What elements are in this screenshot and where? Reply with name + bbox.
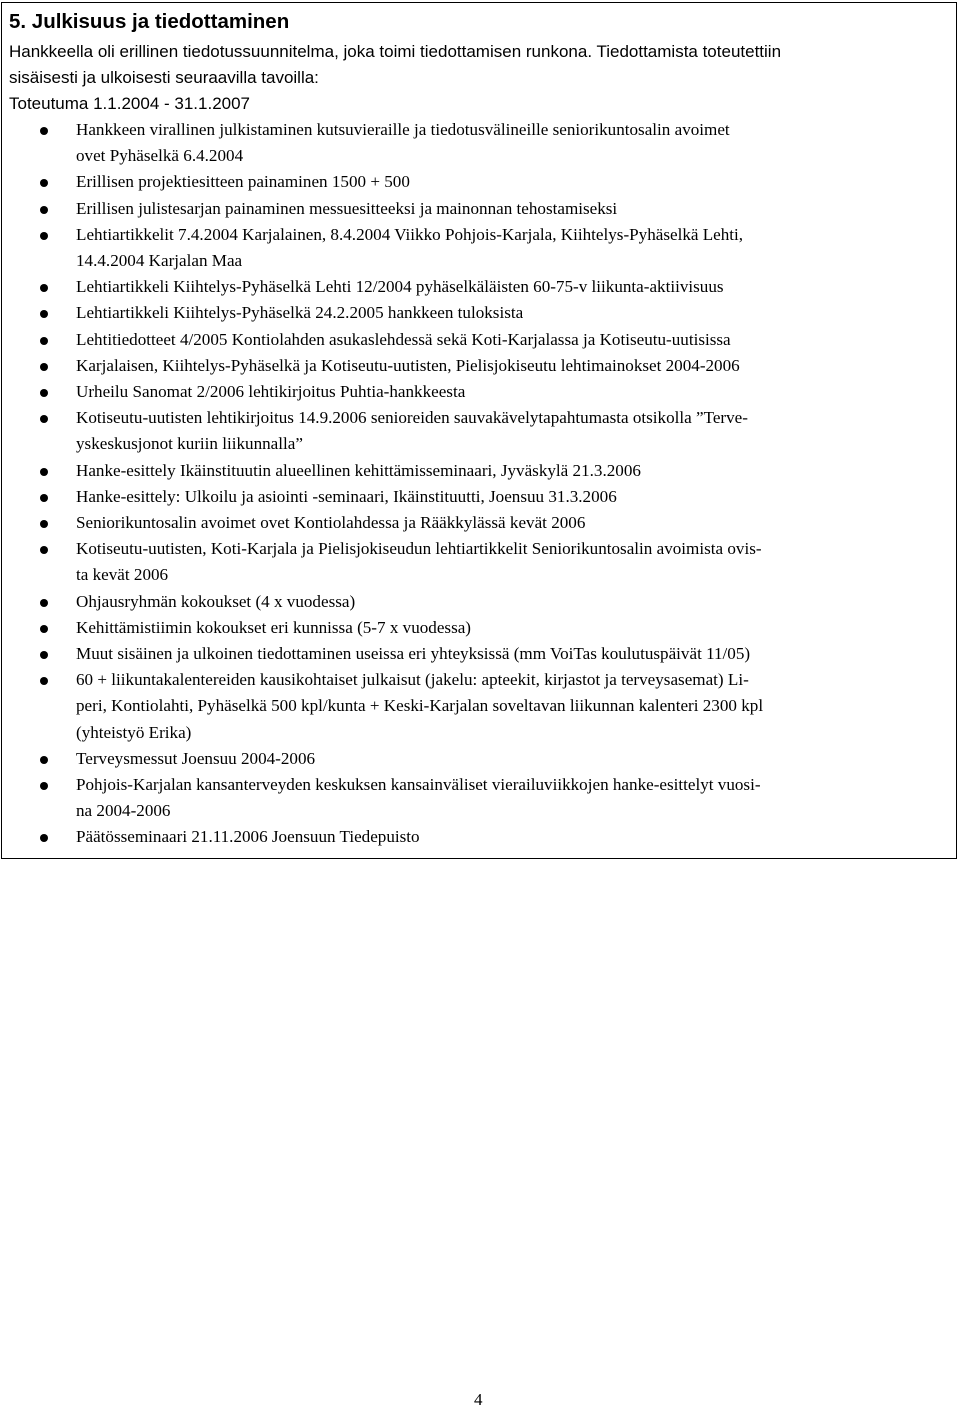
bullet-icon: [40, 415, 48, 423]
list-item-text: Terveysmessut Joensuu 2004-2006: [76, 748, 316, 768]
list-item-text: na 2004-2006: [76, 801, 171, 821]
list-item-text: Urheilu Sanomat 2/2006 lehtikirjoitus Puhtia-hankkeesta: [76, 382, 466, 401]
bullet-icon: [40, 651, 48, 659]
list-item-text: Hanke-esittely Ikäinstituutin alueellinen kehittämisseminaari, Jyväskylä 21.3.2006: [76, 460, 641, 480]
list-item-text: Seniorikuntosalin avoimet ovet Kontiolahdessa ja Rääkkylässä kevät 2006: [76, 513, 586, 532]
list-item-text: 14.4.2004 Karjalan Maa: [76, 250, 243, 270]
section-heading: 5. Julkisuus ja tiedottaminen: [9, 10, 290, 33]
bullet-icon: [40, 363, 48, 371]
list-item-text: (yhteistyö Erika): [76, 722, 192, 742]
list-item-text: Lehtiartikkeli Kiihtelys-Pyhäselkä Lehti 12/2004 pyhäselkäläisten 60-75-v liikunta-aktiivisuus: [76, 277, 724, 297]
list-item-text: peri, Kontiolahti, Pyhäselkä 500 kpl/kunta + Keski-Karjalan soveltavan liikunnan kalenteri 2300 kpl: [76, 696, 764, 716]
list-item-text: Kehittämistiimin kokoukset eri kunnissa (5-7 x vuodessa): [76, 617, 472, 637]
bullet-icon: [40, 782, 48, 790]
bullet-icon: [40, 677, 48, 685]
section-intro: Hankkeella oli erillinen tiedotussuunnitelma, joka toimi tiedottamisen runkona. Tiedottamista toteutettiin sisäisesti ja ulkoisesti seuraavilla tavoilla: Toteutuma 1.1.2004 - 31.1.2007: [9, 42, 782, 113]
bullet-icon: [40, 756, 48, 764]
list-item-text: yskeskusjonot kuriin liikunnalla”: [76, 434, 303, 454]
list-item-text: Kotiseutu-uutisten lehtikirjoitus 14.9.2006 senioreiden sauvakävelytapahtumasta otsikolla ”Terve-: [76, 408, 748, 428]
bullet-icon: [40, 494, 48, 502]
list-item-text: Päätösseminaari 21.11.2006 Joensuun Tiedepuisto: [76, 827, 420, 847]
list-item-text: ta kevät 2006: [76, 565, 169, 585]
bullet-icon: [40, 520, 48, 528]
list-item-text: Muut sisäinen ja ulkoinen tiedottaminen useissa eri yhteyksissä (mm VoiTas koulutuspäivät 11/05): [76, 644, 751, 663]
list-item-text: 60 + liikuntakalentereiden kausikohtaiset julkaisut (jakelu: apteekit, kirjastot ja terveysasemat) Li-: [76, 670, 749, 690]
list-item-text: Lehtiartikkelit 7.4.2004 Karjalainen, 8.4.2004 Viikko Pohjois-Karjala, Kiihtelys-Pyhäselkä Lehti,: [76, 224, 744, 244]
bullet-icon: [40, 284, 48, 292]
bullet-icon: [40, 310, 48, 318]
section-frame: [1, 2, 957, 859]
bullet-icon: [40, 546, 48, 554]
list-item-text: Kotiseutu-uutisten, Koti-Karjala ja Pielisjokiseudun lehtiartikkelit Seniorikuntosalin avoimista ovis-: [76, 539, 762, 559]
bullet-icon: [40, 468, 48, 476]
list-item-text: Hanke-esittely: Ulkoilu ja asiointi -seminaari, Ikäinstituutti, Joensuu 31.3.2006: [76, 486, 617, 506]
list-item-text: Pohjois-Karjalan kansanterveyden keskuksen kansainväliset vierailuviikkojen hanke-esittelyt vuosi-: [76, 775, 761, 794]
list-item-text: Lehtitiedotteet 4/2005 Kontiolahden asukaslehdessä sekä Koti-Karjalassa ja Kotiseutu-uutisissa: [76, 329, 731, 349]
bullet-icon: [40, 337, 48, 345]
bullet-icon: [40, 389, 48, 397]
page-number: 4: [474, 1390, 483, 1409]
bullet-icon: [40, 599, 48, 607]
bullet-icon: [40, 834, 48, 842]
bullet-icon: [40, 625, 48, 633]
list-item-text: ovet Pyhäselkä 6.4.2004: [76, 146, 244, 166]
list-item-text: Erillisen julistesarjan painaminen messuesitteeksi ja mainonnan tehostamiseksi: [76, 198, 618, 218]
bullet-icon: [40, 232, 48, 240]
list-item-text: Lehtiartikkeli Kiihtelys-Pyhäselkä 24.2.2005 hankkeen tuloksista: [76, 303, 524, 323]
bullet-icon: [40, 206, 48, 214]
list-item-text: Hankkeen virallinen julkistaminen kutsuvieraille ja tiedotusvälineille seniorikuntosalin avoimet: [76, 120, 730, 139]
list-item-text: Ohjausryhmän kokoukset (4 x vuodessa): [76, 591, 356, 611]
list-item-text: Erillisen projektiesitteen painaminen 1500 + 500: [76, 172, 410, 192]
bullet-icon: [40, 179, 48, 187]
list-item-text: Karjalaisen, Kiihtelys-Pyhäselkä ja Kotiseutu-uutisten, Pielisjokiseutu lehtimainokset 2004-2006: [76, 355, 740, 375]
bullet-icon: [40, 127, 48, 135]
